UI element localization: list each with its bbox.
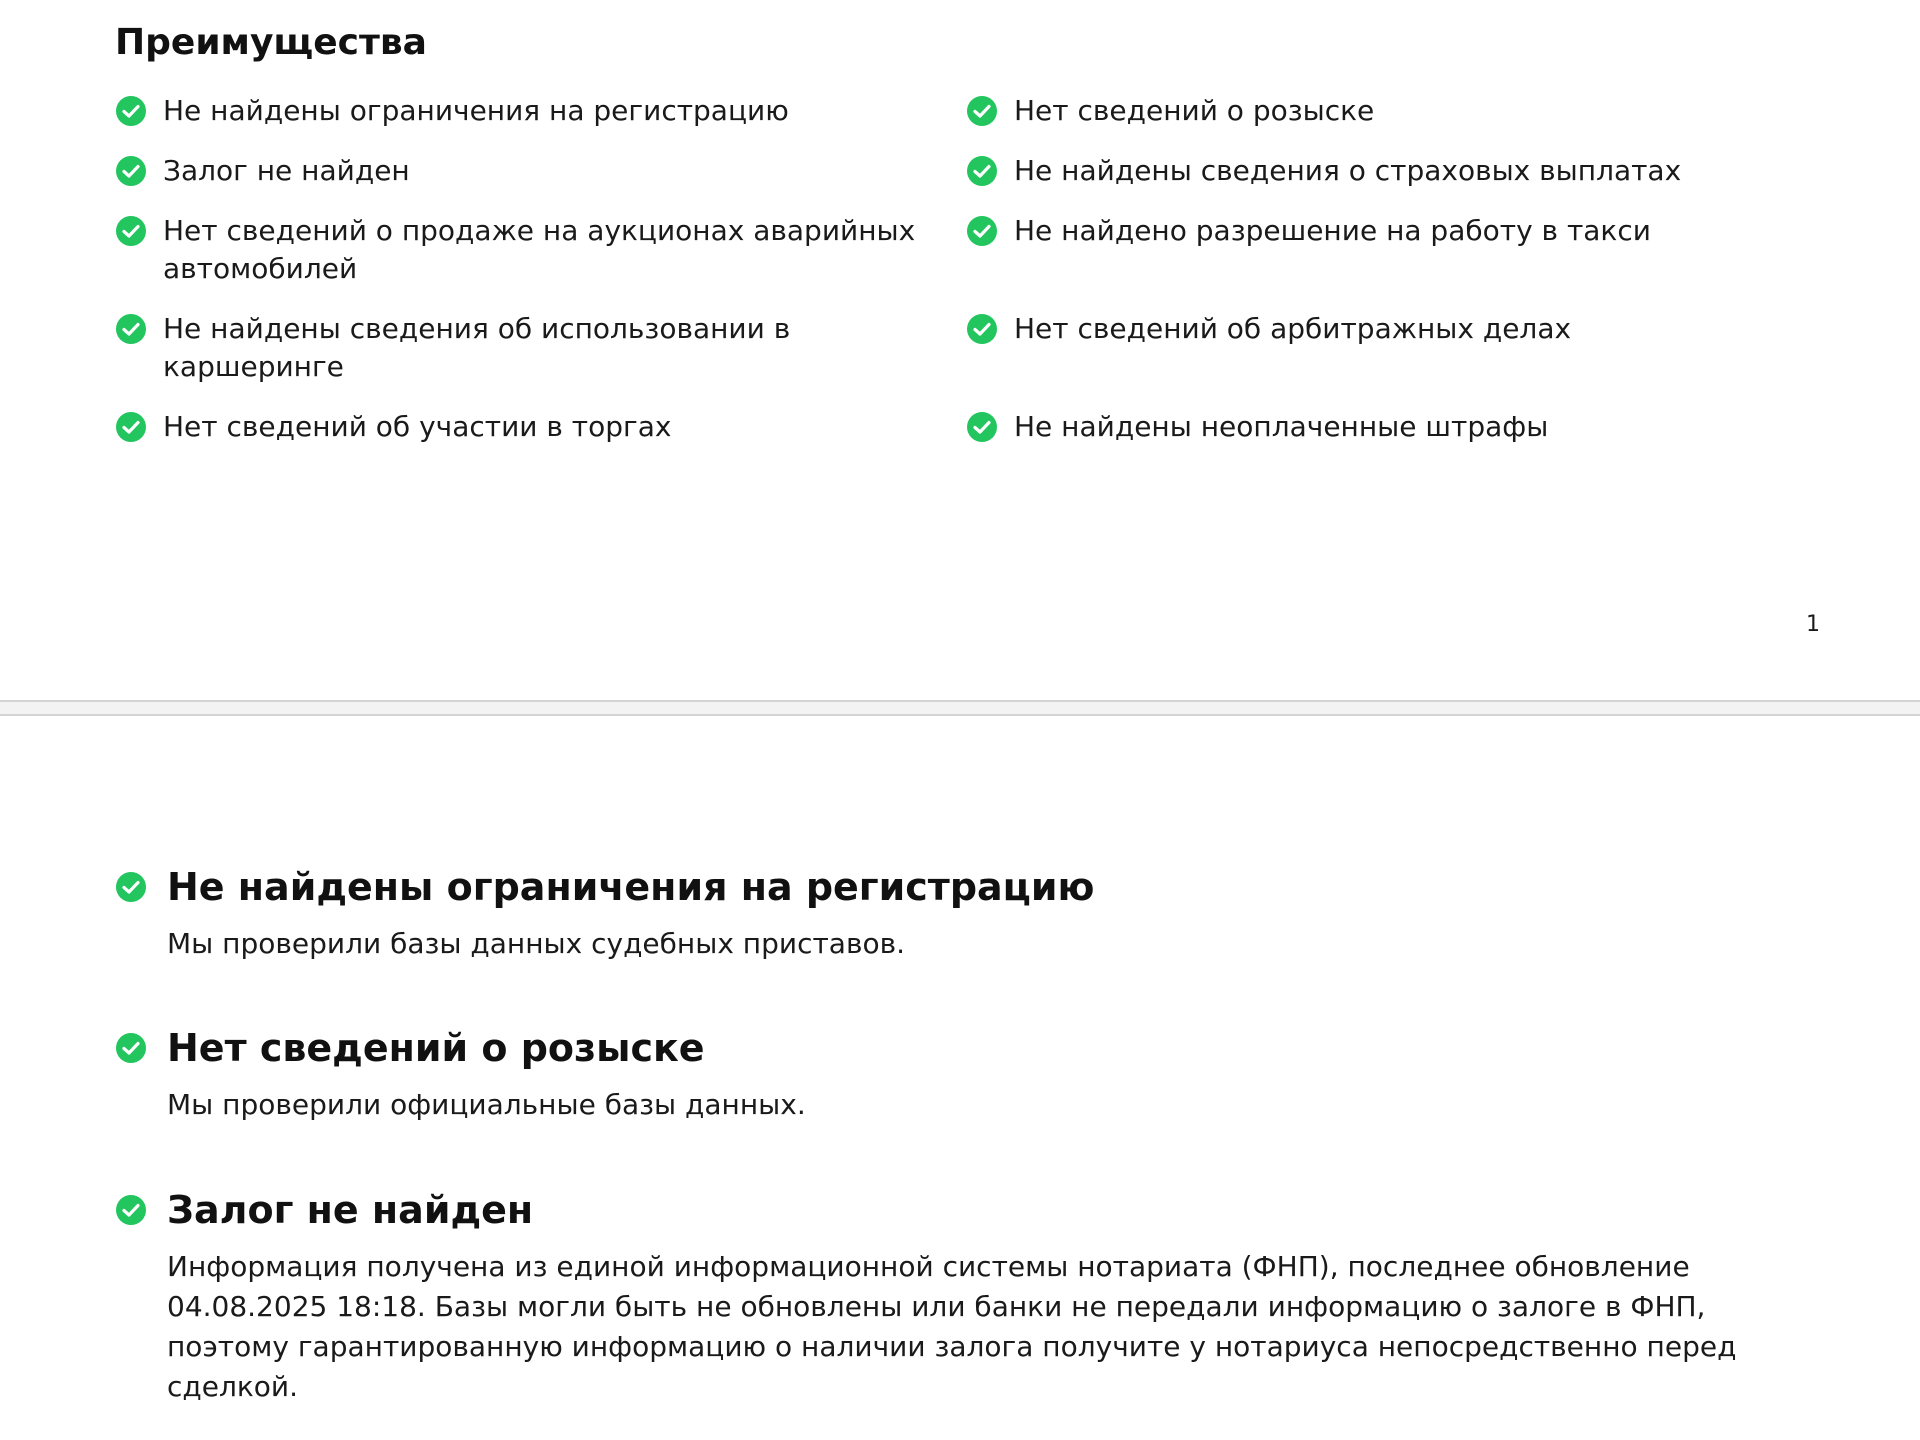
advantage-item [115, 212, 966, 288]
check-circle-icon [115, 1032, 147, 1064]
advantages-row [115, 212, 1755, 288]
check-circle-icon [115, 871, 147, 903]
advantage-item [115, 92, 966, 130]
advantage-label: Нет сведений об участии в торгах [163, 410, 672, 443]
check-circle-icon [115, 1194, 147, 1226]
detail-description: Мы проверили официальные базы данных. [167, 1088, 806, 1121]
check-circle-icon [966, 155, 998, 187]
advantage-label: Нет сведений о розыске [1014, 94, 1375, 127]
page-separator [0, 700, 1920, 716]
advantages-title: Преимущества [115, 22, 427, 63]
advantage-item [966, 310, 1746, 386]
check-circle-icon [115, 155, 147, 187]
check-circle-icon [966, 95, 998, 127]
advantage-label: Нет сведений об арбитражных делах [1014, 312, 1572, 345]
report-page-1 [0, 0, 1920, 700]
advantage-item [966, 212, 1746, 288]
advantages-list [115, 92, 1755, 468]
detail-title: Не найдены ограничения на регистрацию [167, 865, 1095, 909]
detail-description: Мы проверили базы данных судебных приставов. [167, 927, 905, 960]
advantage-label: Не найдены ограничения на регистрацию [163, 94, 789, 127]
advantage-item [115, 152, 966, 190]
advantage-label: Не найдено разрешение на работу в такси [1014, 214, 1651, 247]
check-circle-icon [966, 313, 998, 345]
advantage-item [966, 408, 1746, 446]
check-circle-icon [966, 215, 998, 247]
check-circle-icon [115, 313, 147, 345]
detail-header [115, 1183, 1755, 1237]
check-circle-icon [966, 411, 998, 443]
advantages-row [115, 310, 1755, 386]
detail-header [115, 1021, 1755, 1075]
detail-section [115, 1183, 1755, 1407]
advantage-item [966, 92, 1746, 130]
advantages-row [115, 408, 1755, 446]
detail-section [115, 1021, 1755, 1125]
report-page-2 [0, 716, 1920, 1440]
check-circle-icon [115, 411, 147, 443]
advantage-item [966, 152, 1746, 190]
detail-title: Нет сведений о розыске [167, 1026, 705, 1070]
detail-header [115, 860, 1755, 914]
detail-title: Залог не найден [167, 1188, 534, 1232]
detail-description: Информация получена из единой информационной системы нотариата (ФНП), последнее обновление 04.08.2025 18:18. Базы могли быть не обновлены или банки не передали информацию о залоге в ФНП, поэтому гарантированную информацию о наличии залога получите у нотариуса непосредственно перед сделкой. [167, 1250, 1737, 1403]
advantage-label: Не найдены неоплаченные штрафы [1014, 410, 1549, 443]
detail-section [115, 860, 1755, 964]
advantages-row [115, 152, 1755, 190]
advantage-label: Не найдены сведения о страховых выплатах [1014, 154, 1682, 187]
check-circle-icon [115, 95, 147, 127]
advantage-item [115, 408, 966, 446]
advantage-item [115, 310, 966, 386]
page-number: 1 [1806, 612, 1820, 637]
check-circle-icon [115, 215, 147, 247]
advantage-label: Не найдены сведения об использовании в каршеринге [163, 312, 791, 383]
advantages-row [115, 92, 1755, 130]
advantage-label: Нет сведений о продаже на аукционах аварийных автомобилей [163, 214, 916, 285]
advantage-label: Залог не найден [163, 154, 410, 187]
